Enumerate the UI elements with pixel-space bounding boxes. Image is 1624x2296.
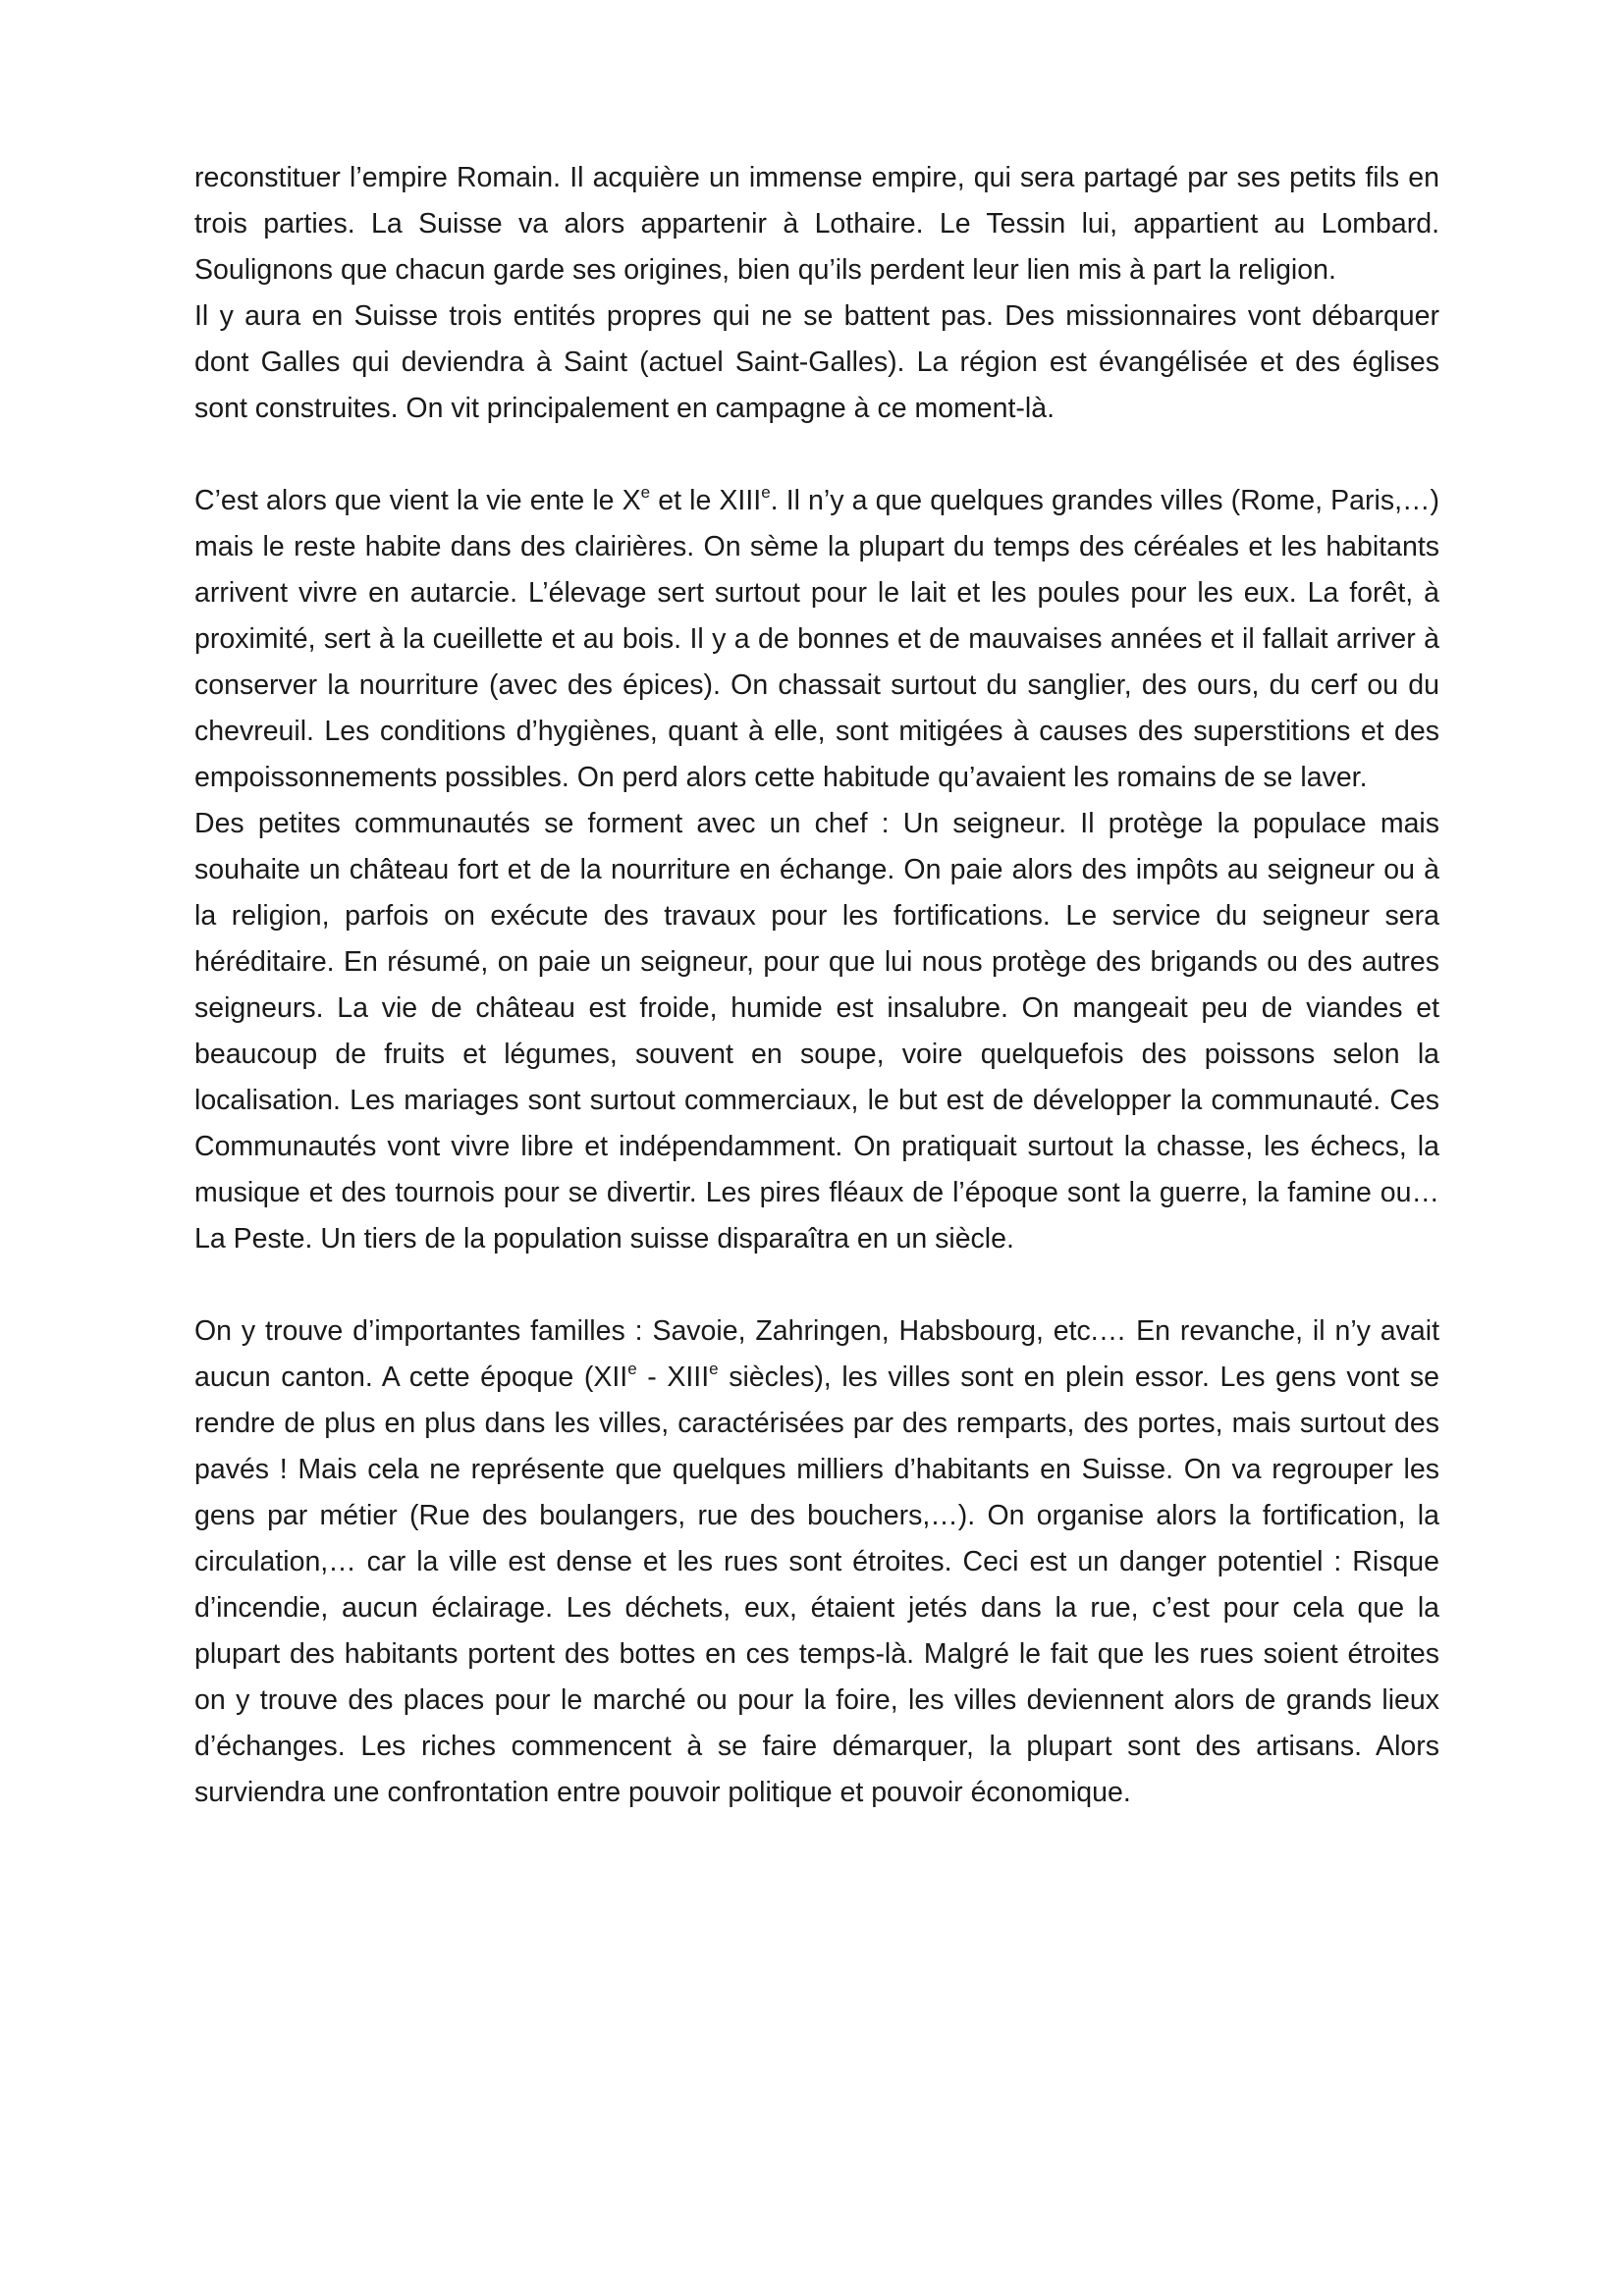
paragraph-towns: On y trouve d’importantes familles : Savoie, Zahringen, Habsbourg, etc.… En revanche, il n’y avait aucun canton. A cette époque (XIIe - XIIIe siècles), les villes sont en plein essor. Les gens vont se rendre de plus en plus dans les villes, caractérisées par des remparts, des portes, mais surtout des pavés ! Mais cela ne représente que quelques milliers d’habitants en Suisse. On va regrouper les gens par métier (Rue des boulangers, rue des bouchers,…). On organise alors la fortification, la circulation,… car la ville est dense et les rues sont étroites. Ceci est un danger potentiel : Risque d’incendie, aucun éclairage. Les déchets, eux, étaient jetés dans la rue, c’est pour cela que la plupart des habitants portent des bottes en ces temps-là. Malgré le fait que les rues soient étroites on y trouve des places pour le marché ou pour la foire, les villes deviennent alors de grands lieux d’échanges. Les riches commencent à se faire démarquer, la plupart sont des artisans. Alors surviendra une confrontation entre pouvoir politique et pouvoir économique.	[194, 1315, 1440, 1808]
paragraph-missionaries: Il y aura en Suisse trois entités propres qui ne se battent pas. Des missionnaires vont débarquer dont Galles qui deviendra à Saint (actuel Saint-Galles). La région est évangélisée et des églises sont construites. On vit principalement en campagne à ce moment-là.	[194, 300, 1439, 424]
superscript: e	[627, 1359, 637, 1378]
paragraph-lords: Des petites communautés se forment avec un chef : Un seigneur. Il protège la populace mais souhaite un château fort et de la nourriture en échange. On paie alors des impôts au seigneur ou à la religion, parfois on exécute des travaux pour les fortifications. Le service du seigneur sera héréditaire. En résumé, on paie un seigneur, pour que lui nous protège des brigands ou des autres seigneurs. La vie de château est froide, humide est insalubre. On mangeait peu de viandes et beaucoup de fruits et légumes, souvent en soupe, voire quelquefois des poissons selon la localisation. Les mariages sont surtout commerciaux, le but est de développer la communauté. Ces Communautés vont vivre libre et indépendamment. On pratiquait surtout la chasse, les échecs, la musique et des tournois pour se divertir. Les pires fléaux de l’époque sont la guerre, la famine ou… La Peste. Un tiers de la population suisse disparaîtra en un siècle.	[194, 808, 1439, 1255]
document-page	[194, 155, 1439, 1816]
paragraph-spacer	[194, 432, 1439, 478]
superscript: e	[761, 482, 771, 502]
superscript: e	[709, 1359, 719, 1378]
superscript: e	[640, 482, 651, 502]
paragraph-spacer	[194, 1262, 1439, 1308]
paragraph-empire-partition: reconstituer l’empire Romain. Il acquière un immense empire, qui sera partagé par ses petits fils en trois parties. La Suisse va alors appartenir à Lothaire. Le Tessin lui, appartient au Lombard. Soulignons que chacun garde ses origines, bien qu’ils perdent leur lien mis à part la religion.	[194, 162, 1439, 286]
paragraph-rural-life: C’est alors que vient la vie ente le Xe et le XIIIe. Il n’y a que quelques grandes villes (Rome, Paris,…) mais le reste habite dans des clairières. On sème la plupart du temps des céréales et les habitants arrivent vivre en autarcie. L’élevage sert surtout pour le lait et les poules pour les eux. La forêt, à proximité, sert à la cueillette et au bois. Il y a de bonnes et de mauvaises années et il fallait arriver à conserver la nourriture (avec des épices). On chassait surtout du sanglier, des ours, du cerf ou du chevreuil. Les conditions d’hygiènes, quant à elle, sont mitigées à causes des superstitions et des empoissonnements possibles. On perd alors cette habitude qu’avaient les romains de se laver.	[194, 482, 1439, 793]
